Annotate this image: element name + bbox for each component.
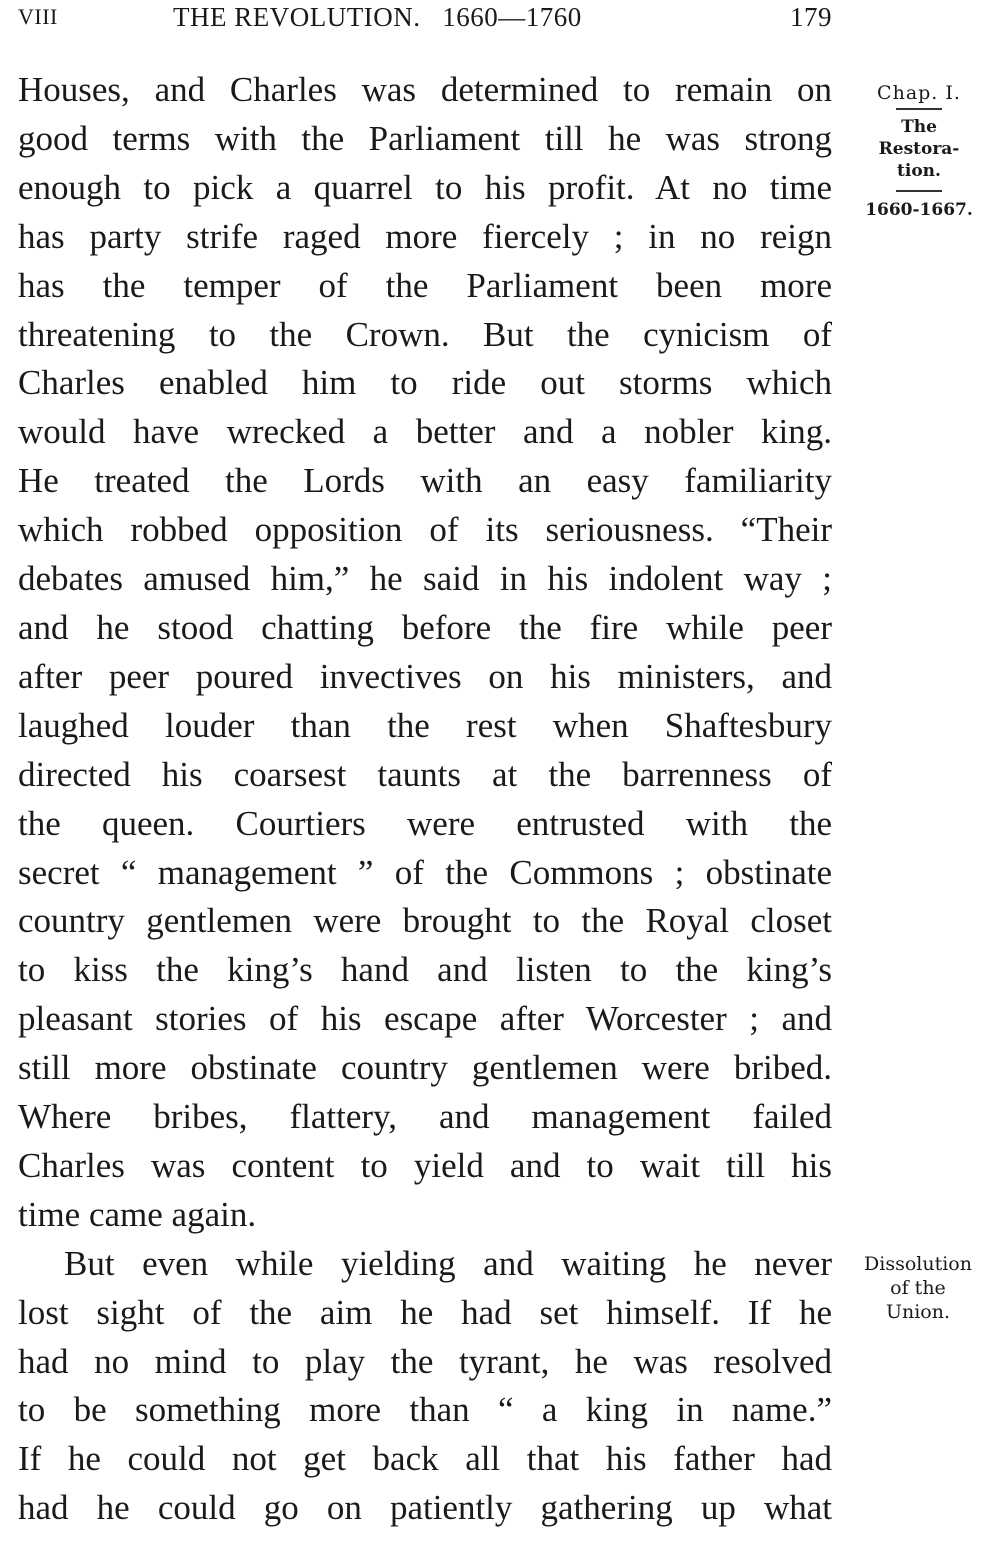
text-line: to be something more than “ a king in name.” <box>18 1390 832 1430</box>
text-line: threatening to the Crown. But the cynicism of <box>18 314 832 354</box>
sidenote-rule <box>896 190 942 192</box>
text-line: debates amused him,” he said in his indolent way ; <box>18 559 832 599</box>
text-line: country gentlemen were brought to the Royal closet <box>18 901 832 941</box>
sidenote-dissolution-line: of the <box>890 1277 946 1299</box>
sidenote-restoration <box>852 78 986 224</box>
text-line: after peer poured invectives on his ministers, and <box>18 656 832 696</box>
sidenote-dissolution <box>848 1252 988 1324</box>
text-line: has party strife raged more fiercely ; in no reign <box>18 216 832 256</box>
sidenote-dissolution-line: Dissolution <box>864 1253 972 1275</box>
running-title: THE REVOLUTION. 1660—1760 <box>173 2 582 32</box>
paragraph-2 <box>18 1240 832 1533</box>
text-line: directed his coarsest taunts at the barrenness of <box>18 754 832 794</box>
sidenote-dates: 1660-1667. <box>865 200 973 220</box>
main-text <box>18 66 832 1533</box>
text-line: the queen. Courtiers were entrusted with the <box>18 803 832 843</box>
text-line: still more obstinate country gentlemen were bribed. <box>18 1048 832 1088</box>
text-line: has the temper of the Parliament been more <box>18 265 832 305</box>
text-line: lost sight of the aim he had set himself. If he <box>18 1292 832 1332</box>
sidenote-section-title-line: Restora- <box>878 139 960 159</box>
text-line: would have wrecked a better and a nobler king. <box>18 412 832 452</box>
sidenote-dissolution-line: Union. <box>885 1301 951 1323</box>
text-line: to kiss the king’s hand and listen to the king’s <box>18 950 832 990</box>
text-line: Charles was content to yield and to wait till his <box>18 1145 832 1185</box>
running-header <box>18 0 832 34</box>
sidenote-rule <box>896 108 942 110</box>
text-line: enough to pick a quarrel to his profit. At no time <box>18 167 832 207</box>
sidenote-section-title-line: tion. <box>897 161 941 181</box>
page-number: 179 <box>790 2 832 32</box>
sidenote-section-title <box>852 116 986 182</box>
text-line: Houses, and Charles was determined to remain on <box>18 70 832 109</box>
text-line: pleasant stories of his escape after Worcester ; and <box>18 999 832 1039</box>
text-line: secret “ management ” of the Commons ; obstinate <box>18 852 832 892</box>
chapter-numeral: VIII <box>18 4 58 29</box>
text-line: had no mind to play the tyrant, he was resolved <box>18 1341 832 1381</box>
text-line: time came again. <box>18 1194 257 1234</box>
sidenote-chapter-label: Chap. I. <box>877 82 961 104</box>
paragraph-1 <box>18 66 832 1240</box>
text-line: If he could not get back all that his father had <box>18 1439 832 1479</box>
text-line: But even while yielding and waiting he never <box>64 1243 832 1283</box>
text-line: good terms with the Parliament till he was strong <box>18 118 832 158</box>
sidenote-section-title-line: The <box>901 117 937 137</box>
text-line: and he stood chatting before the fire while peer <box>18 607 832 647</box>
text-line: laughed louder than the rest when Shaftesbury <box>18 705 832 745</box>
text-line: Charles enabled him to ride out storms which <box>18 363 832 403</box>
text-line: Where bribes, flattery, and management failed <box>18 1097 832 1137</box>
text-line: which robbed opposition of its seriousness. “Their <box>18 510 832 550</box>
text-line: He treated the Lords with an easy familiarity <box>18 461 832 501</box>
text-line: had he could go on patiently gathering up what <box>18 1488 832 1528</box>
